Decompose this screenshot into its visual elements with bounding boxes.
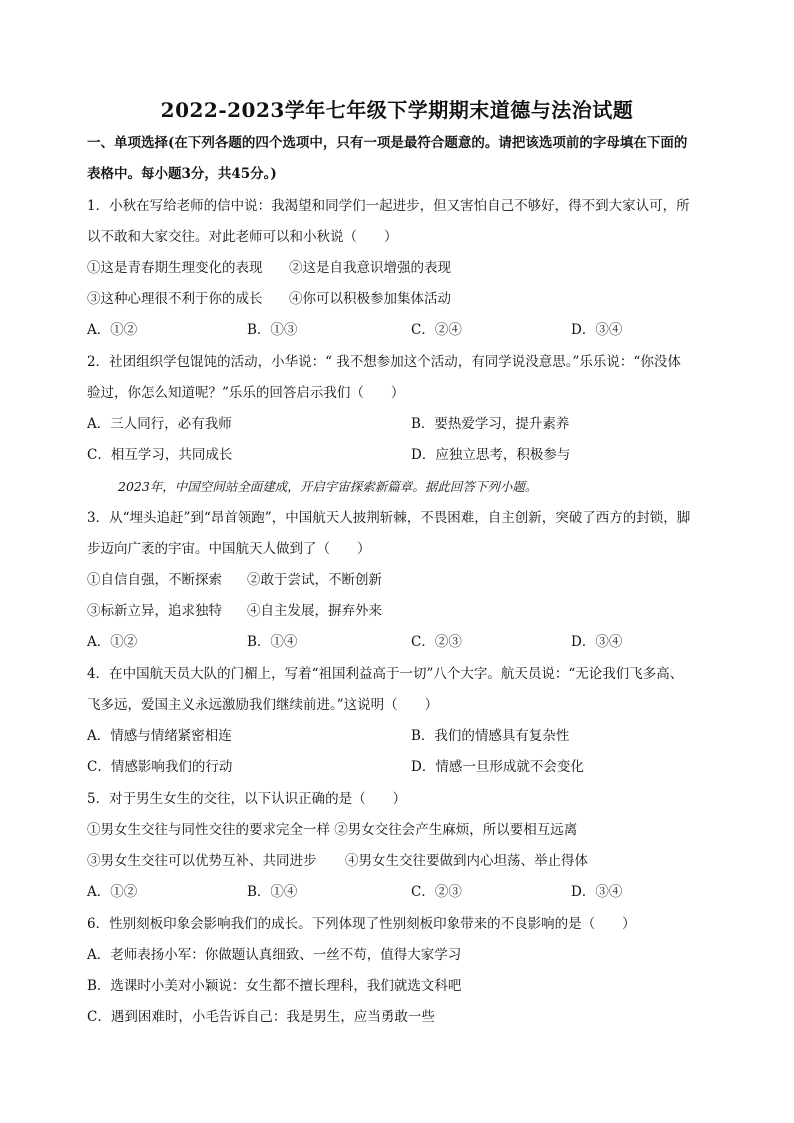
q5-statement-3: ③男女生交往可以优势互补、共同进步 <box>87 853 317 869</box>
q4-option-a[interactable]: A．情感与情绪紧密相连 <box>87 728 232 744</box>
q1-option-a[interactable]: A．①② <box>87 322 138 338</box>
q6-option-c[interactable]: C．遇到困难时，小毛告诉自己：我是男生，应当勇敢一些 <box>87 1009 435 1025</box>
q4-stem-line-2: 飞多远，爱国主义永远激励我们继续前进。”这说明（ ） <box>87 697 439 713</box>
q5-statement-4: ④男女生交往要做到内心坦荡、举止得体 <box>345 853 588 869</box>
q2-option-d[interactable]: D．应独立思考，积极参与 <box>411 447 571 463</box>
q1-statement-2: ②这是自我意识增强的表现 <box>289 260 451 276</box>
q3-statement-4: ④自主发展，摒弃外来 <box>247 603 382 619</box>
q1-statement-4: ④你可以积极参加集体活动 <box>289 291 451 307</box>
q3-stem-line-1: 3．从“埋头追赶”到“昂首领跑”，中国航天人披荆斩棘，不畏困难，自主创新，突破了西方的封锁，脚 <box>87 510 691 526</box>
q3-q4-intro: 2023年，中国空间站全面建成，开启宇宙探索新篇章。据此回答下列小题。 <box>118 479 538 494</box>
q1-statement-1: ①这是青春期生理变化的表现 <box>87 260 263 276</box>
q5-statements-1-2: ①男女生交往与同性交往的要求完全一样 ②男女交往会产生麻烦，所以要相互远离 <box>87 822 578 838</box>
section-instruction-line-2: 表格中。每小题3分，共45分。) <box>87 166 277 182</box>
q2-option-b[interactable]: B．要热爱学习，提升素养 <box>411 416 570 432</box>
q3-option-a[interactable]: A．①② <box>87 634 138 650</box>
q2-stem-line-2: 验过，你怎么知道呢？”乐乐的回答启示我们（ ） <box>87 385 405 401</box>
q1-stem-line-2: 以不敢和大家交往。对此老师可以和小秋说（ ） <box>87 229 398 245</box>
q4-option-b[interactable]: B．我们的情感具有复杂性 <box>411 728 570 744</box>
q3-statement-3: ③标新立异，追求独特 <box>87 603 222 619</box>
q1-option-c[interactable]: C．②④ <box>411 322 462 338</box>
q4-stem-line-1: 4．在中国航天员大队的门楣上，写着“祖国利益高于一切”八个大字。航天员说：“无论我们飞多高、 <box>87 666 684 682</box>
q3-stem-line-2: 步迈向广袤的宇宙。中国航天人做到了（ ） <box>87 541 371 557</box>
q1-stem-line-1: 1．小秋在写给老师的信中说：我渴望和同学们一起进步，但又害怕自己不够好，得不到大家认可，所 <box>87 198 690 214</box>
q2-option-c[interactable]: C．相互学习，共同成长 <box>87 447 233 463</box>
q2-option-a[interactable]: A．三人同行，必有我师 <box>87 416 232 432</box>
q5-option-d[interactable]: D．③④ <box>571 884 623 900</box>
q5-option-b[interactable]: B．①④ <box>247 884 298 900</box>
q1-option-b[interactable]: B．①③ <box>247 322 298 338</box>
q6-option-b[interactable]: B．选课时小美对小颖说：女生都不擅长理科，我们就选文科吧 <box>87 978 462 994</box>
section-instruction-line-1: 一、单项选择(在下列各题的四个选项中，只有一项是最符合题意的。请把该选项前的字母填在下面的 <box>87 135 688 151</box>
q3-option-d[interactable]: D．③④ <box>571 634 623 650</box>
q6-stem-line-1: 6．性别刻板印象会影响我们的成长。下列体现了性别刻板印象带来的不良影响的是（ ） <box>87 916 636 932</box>
q5-stem-line-1: 5．对于男生女生的交往，以下认识正确的是（ ） <box>87 791 407 807</box>
q3-statement-1: ①自信自强，不断探索 <box>87 572 222 588</box>
q3-option-b[interactable]: B．①④ <box>247 634 298 650</box>
q1-option-d[interactable]: D．③④ <box>571 322 623 338</box>
q5-option-a[interactable]: A．①② <box>87 884 138 900</box>
q3-option-c[interactable]: C．②③ <box>411 634 462 650</box>
q4-option-c[interactable]: C．情感影响我们的行动 <box>87 759 233 775</box>
q2-stem-line-1: 2．社团组织学包馄饨的活动，小华说：“ 我不想参加这个活动，有同学说没意思。”乐乐说：“你没体 <box>87 354 681 370</box>
q3-statement-2: ②敢于尝试，不断创新 <box>247 572 382 588</box>
q5-option-c[interactable]: C．②③ <box>411 884 462 900</box>
q1-statement-3: ③这种心理很不利于你的成长 <box>87 291 263 307</box>
page-title: 2022-2023学年七年级下学期期末道德与法治试题 <box>160 98 634 122</box>
q6-option-a[interactable]: A．老师表扬小军：你做题认真细致、一丝不苟，值得大家学习 <box>87 947 462 963</box>
q4-option-d[interactable]: D．情感一旦形成就不会变化 <box>411 759 584 775</box>
